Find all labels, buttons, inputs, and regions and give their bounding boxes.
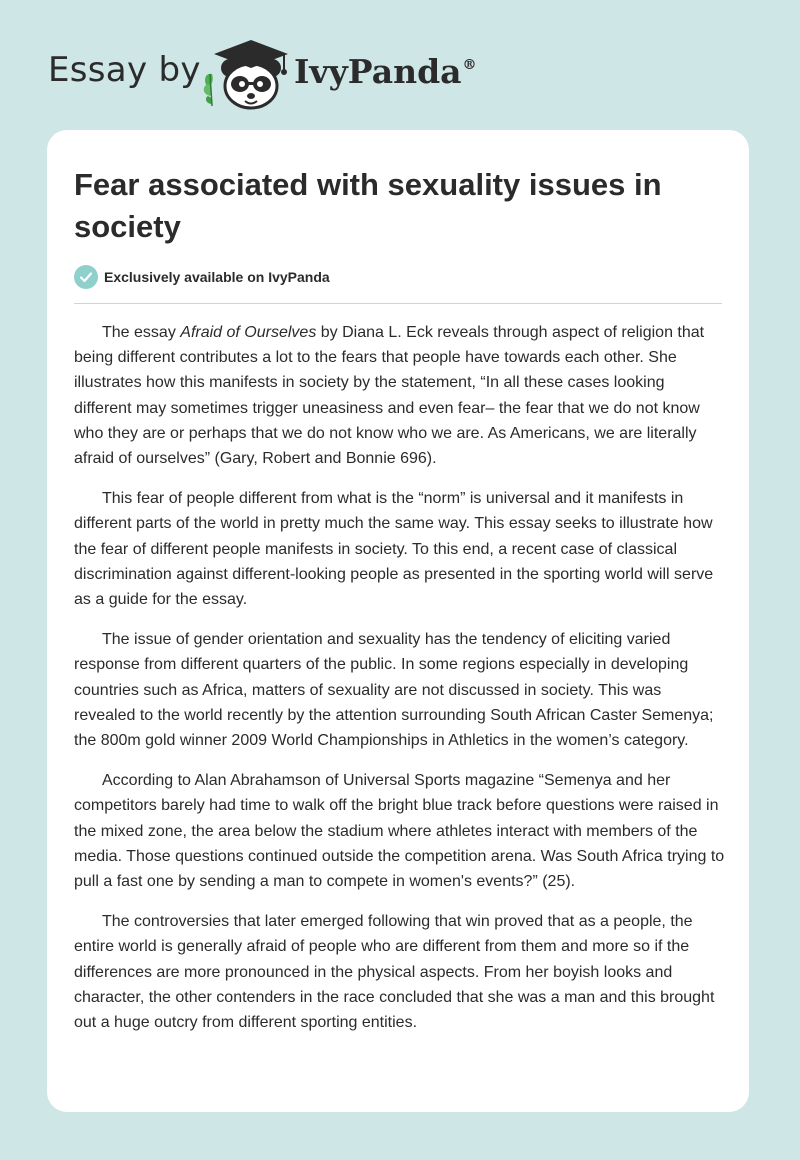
exclusive-badge-label: Exclusively available on IvyPanda [104, 269, 330, 285]
divider [74, 303, 722, 304]
panda-graduate-icon[interactable] [200, 34, 295, 110]
site-header [0, 0, 800, 130]
essay-title: Fear associated with sexuality issues in society [74, 167, 662, 244]
essay-by-label: Essay by [48, 50, 201, 90]
paragraph: The issue of gender orientation and sexuality has the tendency of eliciting varied response from different quarters of the public. In some regions especially in developing countries such as Africa, matters of sexuality are not discussed in society. This was revealed to the world recently by the attention surrounding South African Caster Semenya; the 800m gold winner 2009 World Championships in Athletics in the women’s category. [74, 631, 714, 750]
essay-body [74, 320, 726, 1050]
essay-card [47, 130, 749, 1112]
paragraph: The essay Afraid of Ourselves by Diana L. Eck reveals through aspect of religion that being different contributes a lot to the fears that people have towards each other. She illustrates how this manifests in society by the statement, “In all these cases looking different may sometimes trigger uneasiness and even fear– the fear that we do not know who they are or perhaps that we do not know who we are. As Americans, we are literally afraid of ourselves” (Gary, Robert and Bonnie 696). [74, 324, 705, 468]
paragraph: According to Alan Abrahamson of Universal Sports magazine “Semenya and her competitors barely had time to walk off the bright blue track before questions were raised in the mixed zone, the area below the stadium where athletes interact with members of the media. Those questions continued outside the competition arena. Was South Africa trying to pull a fast one by sending a man to compete in women's events?” (25). [74, 772, 725, 891]
paragraph: The controversies that later emerged following that win proved that as a people, the entire world is generally afraid of people who are different from them and more so if the differences are more pronounced in the physical aspects. From her boyish looks and character, the other contenders in the race concluded that she was a man and this brought out a huge outcry from different sporting entities. [74, 913, 715, 1032]
book-title: Afraid of Ourselves [180, 324, 317, 341]
paragraph: This fear of people different from what is the “norm” is universal and it manifests in different parts of the world in pretty much the same way. This essay seeks to illustrate how the fear of different people manifests in society. To this end, a recent case of classical discrimination against different-looking people as presented in the sporting world will serve as a guide for the essay. [74, 490, 714, 609]
exclusive-badge [74, 264, 330, 290]
brand-name[interactable]: IvyPanda® [294, 52, 477, 91]
check-circle-icon [74, 265, 98, 289]
